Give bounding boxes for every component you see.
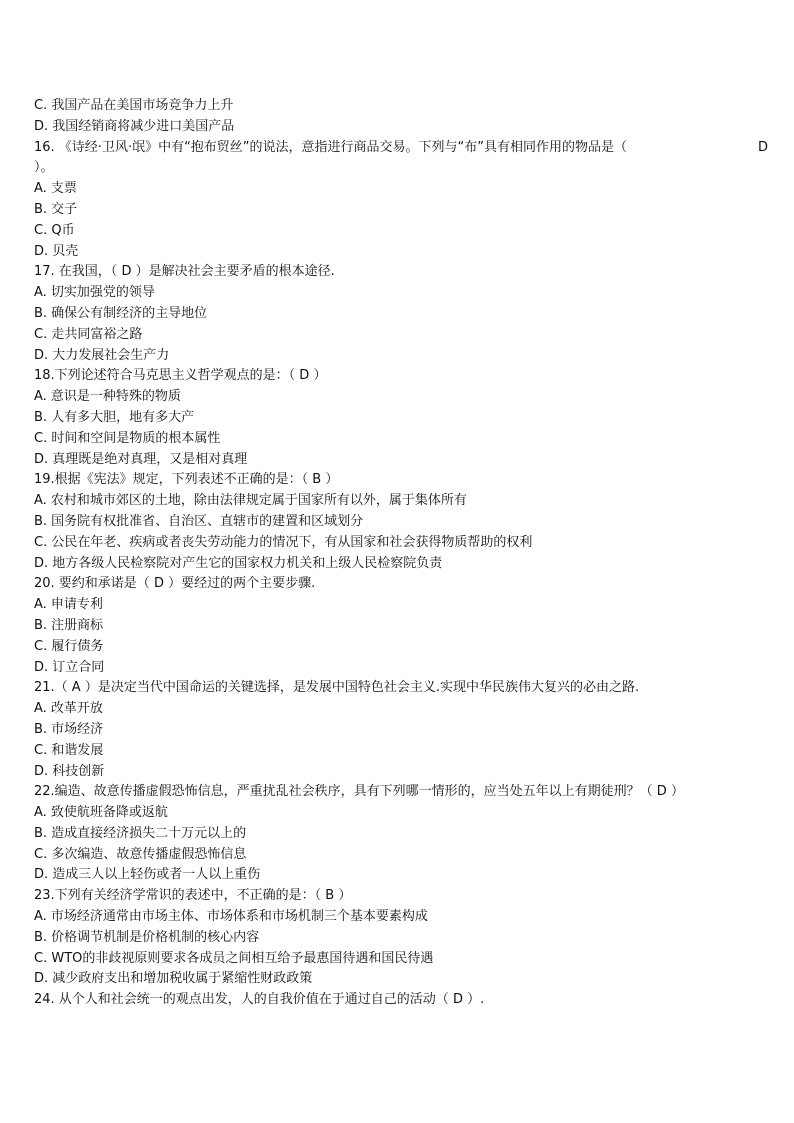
text-line: B. 市场经济	[34, 721, 104, 737]
text-line: C. Q币	[34, 222, 75, 238]
text-line: A. 切实加强党的领导	[34, 285, 155, 301]
question-16-tail: ）。	[34, 160, 54, 176]
question-19: 19.根据《宪法》规定，下列表述不正确的是：（ B ）	[34, 472, 339, 488]
text-line: D. 真理既是绝对真理，又是相对真理	[34, 451, 248, 467]
text-line: B. 国务院有权批准省、自治区、直辖市的建置和区域划分	[34, 513, 364, 529]
text-line: A. 意识是一种特殊的物质	[34, 389, 181, 405]
text-line: A. 致使航班备降或返航	[34, 805, 168, 821]
text-line: D. 我国经销商将减少进口美国产品	[34, 118, 235, 134]
text-line: A. 市场经济通常由市场主体、市场体系和市场机制三个基本要素构成	[34, 909, 428, 925]
text-line: A. 支票	[34, 181, 77, 197]
text-line: D. 减少政府支出和增加税收属于紧缩性财政政策	[34, 971, 313, 987]
question-17: 17. 在我国，（ D ）是解决社会主要矛盾的根本途径.	[34, 264, 335, 280]
text-line: D. 贝壳	[34, 243, 79, 259]
question-20: 20. 要约和承诺是（ D ）要经过的两个主要步骤.	[34, 576, 316, 592]
question-24: 24. 从个人和社会统一的观点出发，人的自我价值在于通过自己的活动（ D ）.	[34, 992, 485, 1008]
text-line: B. 人有多大胆，地有多大产	[34, 409, 195, 425]
text-line: B. 注册商标	[34, 617, 104, 633]
text-line: A. 改革开放	[34, 701, 103, 717]
text-line: C. 多次编造、故意传播虚假恐怖信息	[34, 846, 247, 862]
text-line: C. 时间和空间是物质的根本属性	[34, 430, 221, 446]
question-23: 23.下列有关经济学常识的表述中，不正确的是：（ B ）	[34, 888, 352, 904]
text-line: C. 我国产品在美国市场竞争力上升	[34, 98, 234, 113]
text-line: D. 造成三人以上轻伤或者一人以上重伤	[34, 867, 261, 883]
text-line: B. 造成直接经济损失二十万元以上的	[34, 825, 247, 841]
text-line: D. 订立合同	[34, 659, 105, 675]
text-line: C. 公民在年老、疾病或者丧失劳动能力的情况下，有从国家和社会获得物质帮助的权利	[34, 534, 533, 550]
document-body	[34, 96, 774, 1011]
question-16-stem	[34, 138, 774, 159]
question-21: 21.（ A ）是决定当代中国命运的关键选择，是发展中国特色社会主义.实现中华民族伟大复兴的必由之路.	[34, 680, 640, 696]
text-line: C. 和谐发展	[34, 742, 104, 758]
text-line: C. 履行债务	[34, 638, 104, 654]
text-line: C. WTO的非歧视原则要求各成员之间相互给予最惠国待遇和国民待遇	[34, 950, 434, 966]
question-16-text: 16. 《诗经·卫风·氓》中有“抱布贸丝”的说法，意指进行商品交易。下列与“布”具有相同作用的物品是（	[34, 139, 628, 155]
question-22: 22.编造、故意传播虚假恐怖信息，严重扰乱社会秩序，具有下列哪一情形的，应当处五年以上有期徒刑？（ D ）	[34, 784, 684, 800]
text-line: B. 确保公有制经济的主导地位	[34, 305, 208, 321]
question-18: 18.下列论述符合马克思主义哲学观点的是：（ D ）	[34, 368, 327, 384]
text-line: A. 农村和城市郊区的土地，除由法律规定属于国家所有以外，属于集体所有	[34, 493, 467, 509]
question-16-answer: D	[757, 139, 768, 155]
text-line: D. 大力发展社会生产力	[34, 347, 170, 363]
text-line: B. 价格调节机制是价格机制的核心内容	[34, 929, 260, 945]
text-line: A. 申请专利	[34, 597, 103, 613]
text-line: C. 走共同富裕之路	[34, 326, 143, 342]
text-line: D. 科技创新	[34, 763, 105, 779]
text-line: B. 交子	[34, 201, 78, 217]
text-line: D. 地方各级人民检察院对产生它的国家权力机关和上级人民检察院负责	[34, 555, 443, 571]
